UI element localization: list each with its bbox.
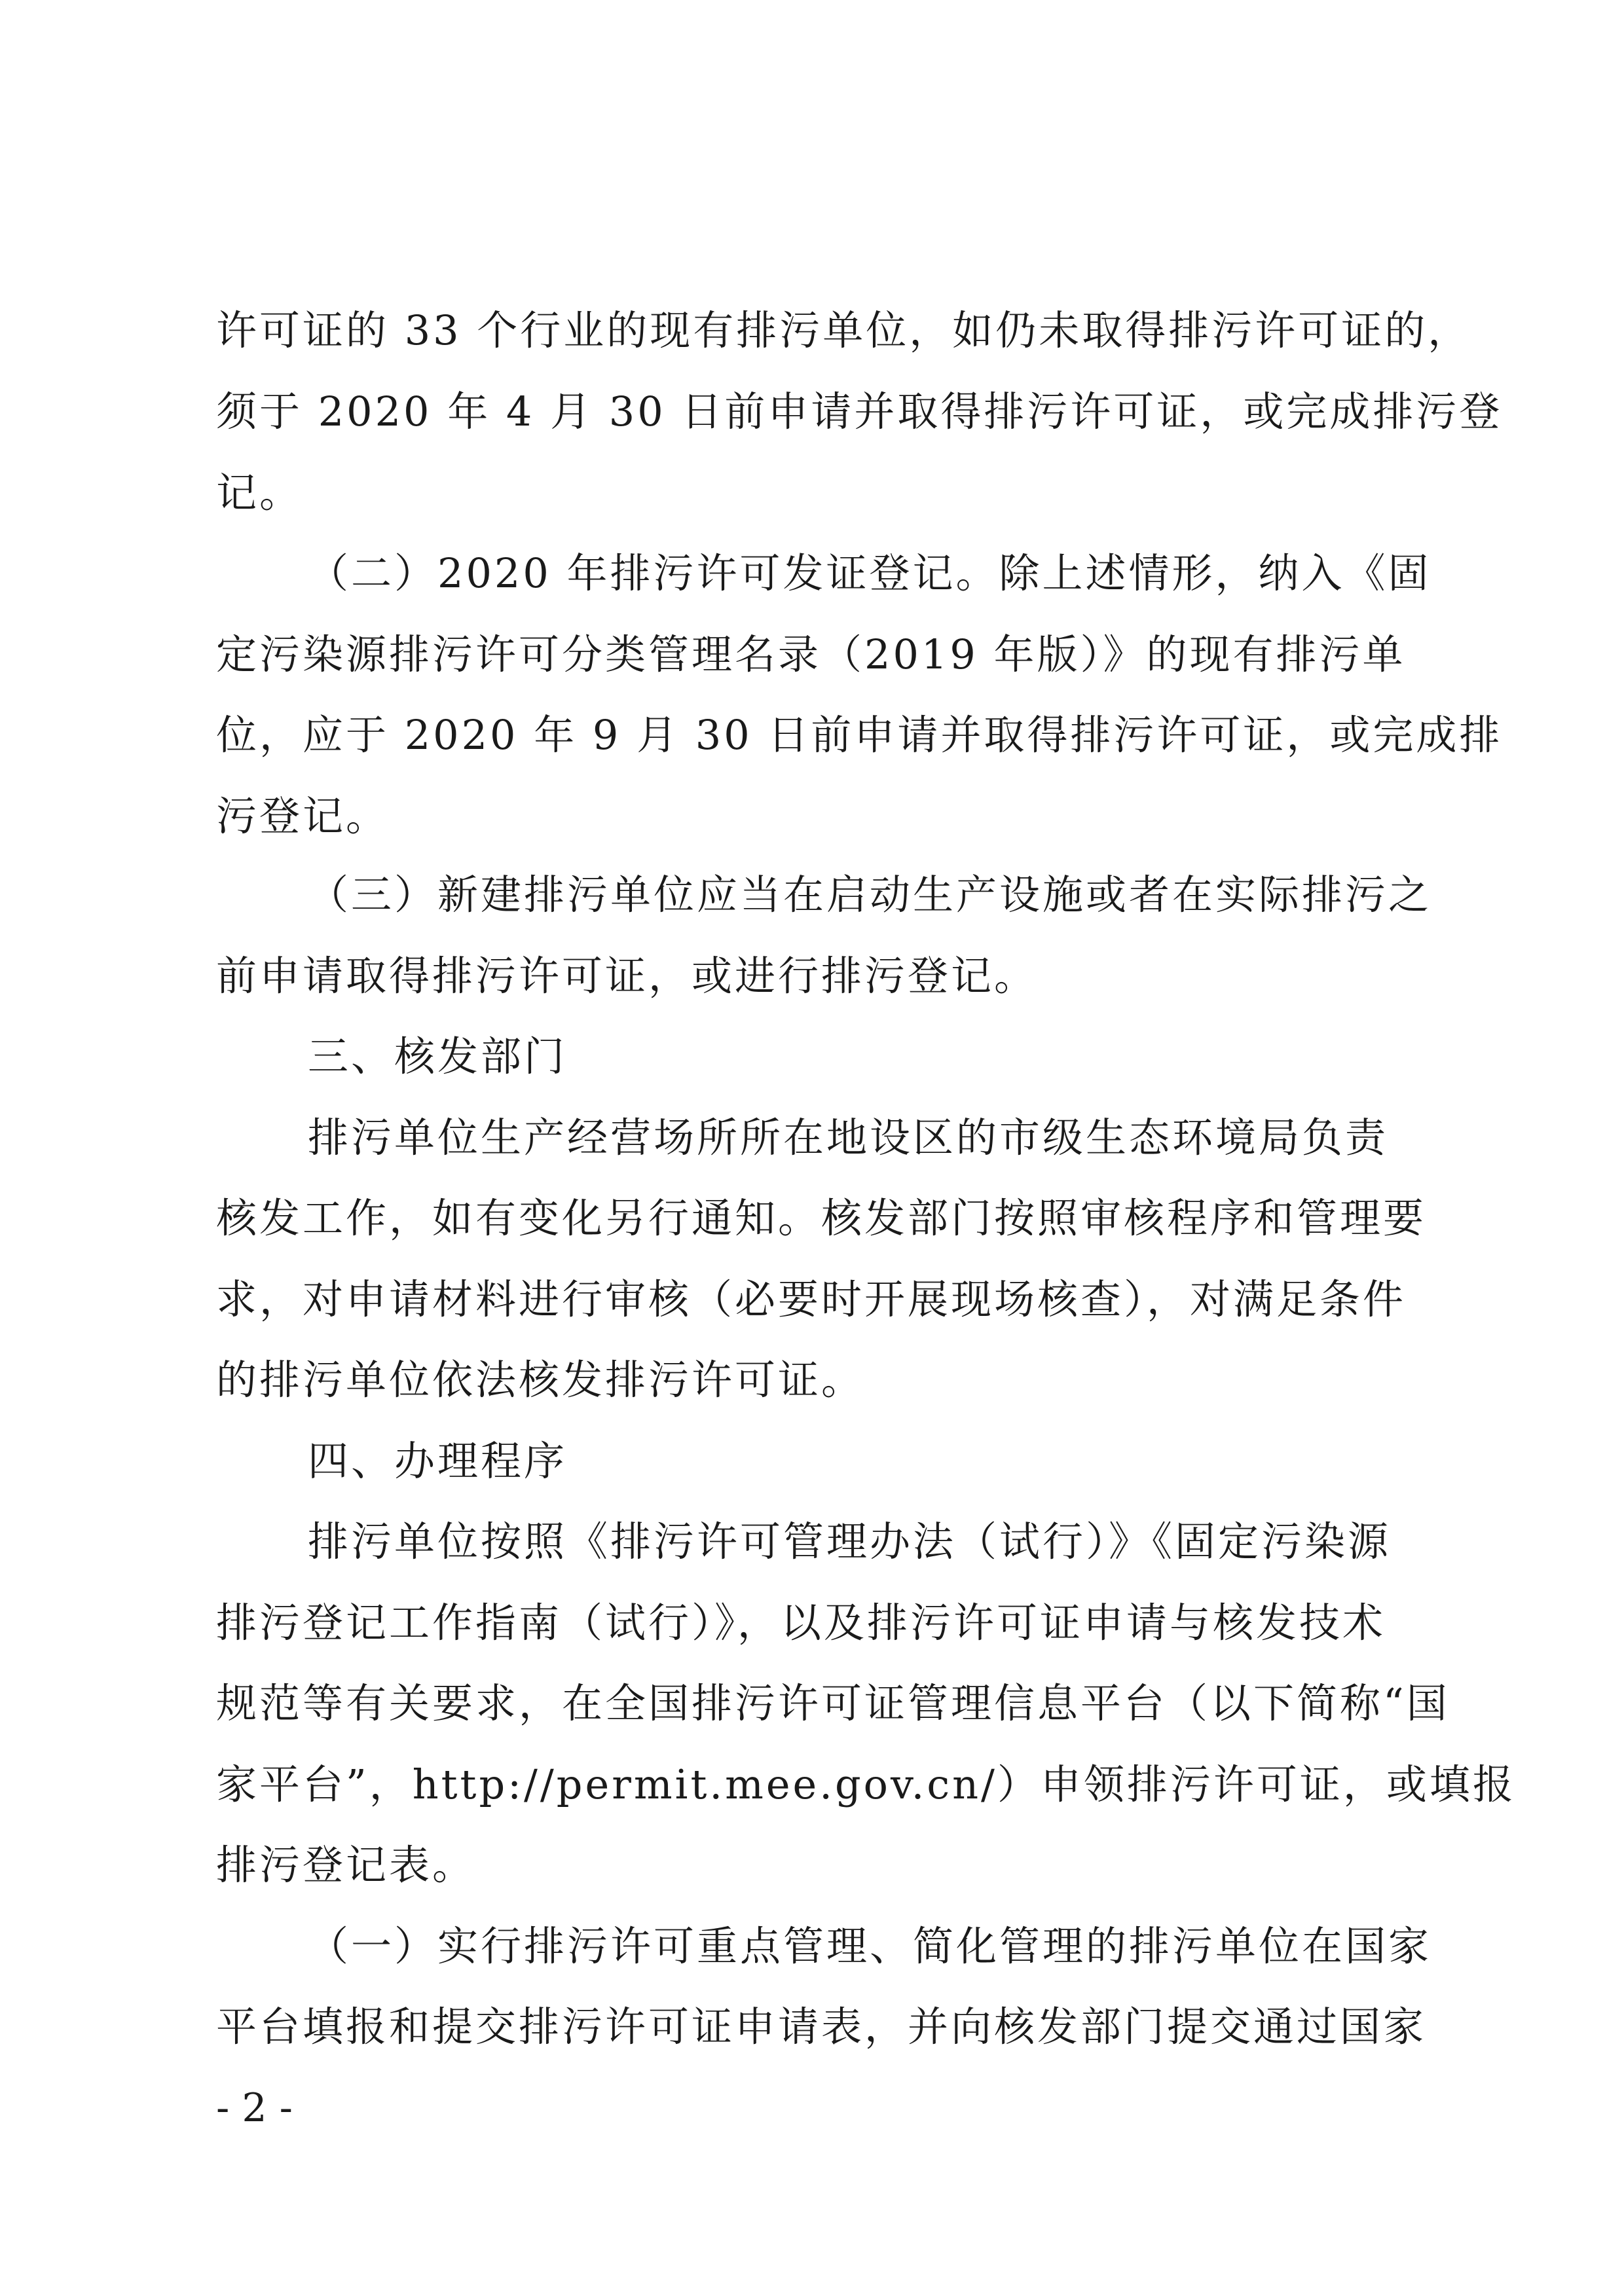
text-line: 污登记。 [216, 792, 390, 840]
text-line: 核发工作，如有变化另行通知。核发部门按照审核程序和管理要 [216, 1194, 1427, 1242]
text-line: 的排污单位依法核发排污许可证。 [216, 1356, 865, 1404]
paragraph-line: 排污单位生产经营场所所在地设区的市级生态环境局负责 [308, 1114, 1389, 1161]
text-line: 记。 [216, 469, 303, 517]
paragraph-line: 排污单位按照《排污许可管理办法（试行）》《固定污染源 [308, 1518, 1392, 1565]
text-line: 规范等有关要求，在全国排污许可证管理信息平台（以下简称“国 [216, 1679, 1450, 1727]
paragraph-line: （二）2020 年排污许可发证登记。除上述情形，纳入《固 [308, 549, 1431, 597]
text-line: 前申请取得排污许可证，或进行排污登记。 [216, 952, 1038, 1000]
section-heading: 三、核发部门 [308, 1032, 568, 1080]
text-line: 定污染源排污许可分类管理名录（2019 年版）》的现有排污单 [216, 630, 1406, 678]
text-line: 求，对申请材料进行审核（必要时开展现场核查），对满足条件 [216, 1275, 1407, 1323]
text-line: 平台填报和提交排污许可证申请表，并向核发部门提交通过国家 [216, 2003, 1427, 2050]
text-line: 须于 2020 年 4 月 30 日前申请并取得排污许可证，或完成排污登 [216, 388, 1503, 435]
text-line: 排污登记工作指南（试行）》，以及排污许可证申请与核发技术 [216, 1599, 1386, 1647]
section-heading: 四、办理程序 [308, 1437, 568, 1485]
text-line: 排污登记表。 [216, 1841, 476, 1889]
page-number: - 2 - [216, 2085, 293, 2131]
text-line: 家平台”，http://permit.mee.gov.cn/）申领排污许可证，或填报 [216, 1760, 1516, 1808]
text-line: 位，应于 2020 年 9 月 30 日前申请并取得排污许可证，或完成排 [216, 711, 1503, 759]
text-line: 许可证的 33 个行业的现有排污单位，如仍未取得排污许可证的， [216, 306, 1471, 354]
paragraph-line: （三）新建排污单位应当在启动生产设施或者在实际排污之 [308, 871, 1432, 919]
paragraph-line: （一）实行排污许可重点管理、简化管理的排污单位在国家 [308, 1922, 1432, 1970]
